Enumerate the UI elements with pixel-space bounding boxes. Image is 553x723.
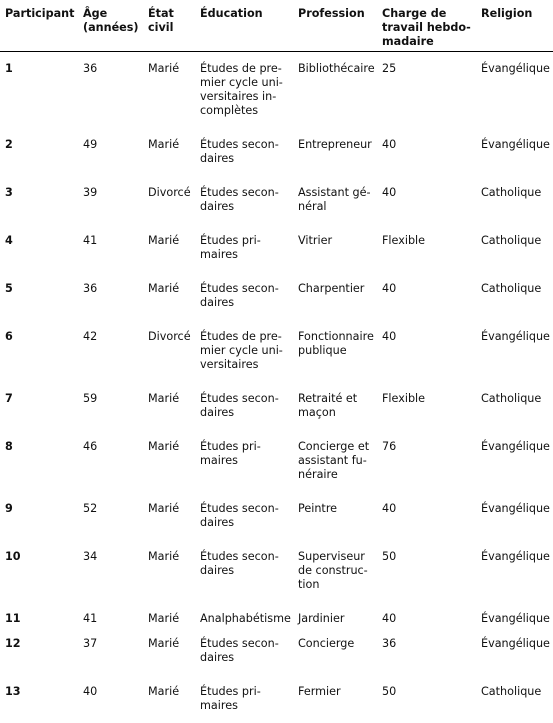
cell-participant: 8 xyxy=(0,430,78,492)
header-age xyxy=(78,0,143,52)
cell-education xyxy=(195,224,293,272)
cell-line: Charpentier xyxy=(298,282,377,296)
cell-profession xyxy=(293,602,377,627)
cell-age: 46 xyxy=(78,430,143,492)
cell-line: Fermier xyxy=(298,685,377,699)
cell-line: Études pri- xyxy=(200,234,293,248)
table-header xyxy=(0,0,553,52)
table-row xyxy=(0,492,553,540)
cell-participant: 11 xyxy=(0,602,78,627)
cell-education xyxy=(195,176,293,224)
cell-education xyxy=(195,540,293,602)
cell-line: Études pri- xyxy=(200,440,293,454)
cell-profession xyxy=(293,540,377,602)
cell-line: assistant fu- xyxy=(298,454,377,468)
cell-line: Superviseur xyxy=(298,550,377,564)
cell-participant: 2 xyxy=(0,128,78,176)
cell-line: Études secon- xyxy=(200,186,293,200)
table-row xyxy=(0,272,553,320)
cell-age: 36 xyxy=(78,52,143,129)
cell-religion: Évangélique xyxy=(476,602,553,627)
cell-line: Études de pre- xyxy=(200,62,293,76)
cell-line: tion xyxy=(298,578,377,592)
cell-charge-travail: 76 xyxy=(377,430,476,492)
cell-religion: Évangélique xyxy=(476,52,553,129)
cell-participant: 5 xyxy=(0,272,78,320)
cell-line: Concierge xyxy=(298,637,377,651)
cell-participant: 1 xyxy=(0,52,78,129)
cell-line: néral xyxy=(298,200,377,214)
cell-religion: Catholique xyxy=(476,272,553,320)
cell-education xyxy=(195,52,293,129)
cell-age: 59 xyxy=(78,382,143,430)
cell-etat-civil: Marié xyxy=(143,52,195,129)
cell-line: daires xyxy=(200,651,293,665)
cell-religion: Évangélique xyxy=(476,540,553,602)
header-participant xyxy=(0,0,78,52)
cell-participant: 6 xyxy=(0,320,78,382)
cell-charge-travail: Flexible xyxy=(377,224,476,272)
cell-religion: Évangélique xyxy=(476,128,553,176)
cell-line: daires xyxy=(200,516,293,530)
cell-education xyxy=(195,492,293,540)
cell-line: daires xyxy=(200,296,293,310)
cell-age: 41 xyxy=(78,224,143,272)
cell-age: 40 xyxy=(78,675,143,723)
cell-line: Études secon- xyxy=(200,138,293,152)
cell-line: Études secon- xyxy=(200,392,293,406)
cell-participant: 3 xyxy=(0,176,78,224)
table-row xyxy=(0,128,553,176)
table-row xyxy=(0,382,553,430)
cell-etat-civil: Marié xyxy=(143,382,195,430)
cell-profession xyxy=(293,492,377,540)
header-line: madaire xyxy=(382,35,476,49)
header-etat-civil xyxy=(143,0,195,52)
table-row xyxy=(0,320,553,382)
cell-line: mier cycle uni- xyxy=(200,76,293,90)
cell-etat-civil: Marié xyxy=(143,627,195,675)
cell-age: 42 xyxy=(78,320,143,382)
cell-religion: Catholique xyxy=(476,675,553,723)
cell-line: daires xyxy=(200,406,293,420)
cell-education xyxy=(195,272,293,320)
cell-charge-travail: 40 xyxy=(377,602,476,627)
table-row xyxy=(0,224,553,272)
cell-line: Analphabétisme xyxy=(200,612,293,626)
cell-line: daires xyxy=(200,200,293,214)
cell-etat-civil: Marié xyxy=(143,224,195,272)
cell-line: Retraité et xyxy=(298,392,377,406)
header-profession xyxy=(293,0,377,52)
cell-charge-travail: 50 xyxy=(377,540,476,602)
cell-age: 49 xyxy=(78,128,143,176)
cell-charge-travail: 36 xyxy=(377,627,476,675)
cell-charge-travail: 40 xyxy=(377,492,476,540)
cell-etat-civil: Marié xyxy=(143,602,195,627)
header-row xyxy=(0,0,553,52)
header-line: Charge de xyxy=(382,7,476,21)
cell-education xyxy=(195,128,293,176)
header-line: Âge xyxy=(83,7,143,21)
table-row xyxy=(0,675,553,723)
cell-line: complètes xyxy=(200,104,293,118)
table-row xyxy=(0,602,553,627)
cell-line: Bibliothécaire xyxy=(298,62,377,76)
cell-etat-civil: Marié xyxy=(143,430,195,492)
cell-age: 41 xyxy=(78,602,143,627)
cell-profession xyxy=(293,430,377,492)
cell-profession xyxy=(293,320,377,382)
cell-profession xyxy=(293,627,377,675)
cell-line: de construc- xyxy=(298,564,377,578)
header-line: Éducation xyxy=(200,7,293,21)
header-line: travail hebdo- xyxy=(382,21,476,35)
cell-age: 52 xyxy=(78,492,143,540)
cell-line: Études secon- xyxy=(200,637,293,651)
cell-line: Études secon- xyxy=(200,282,293,296)
cell-line: néraire xyxy=(298,468,377,482)
cell-religion: Catholique xyxy=(476,382,553,430)
cell-etat-civil: Marié xyxy=(143,675,195,723)
cell-etat-civil: Divorcé xyxy=(143,176,195,224)
header-line: Profession xyxy=(298,7,377,21)
cell-education xyxy=(195,430,293,492)
cell-line: maires xyxy=(200,699,293,713)
cell-profession xyxy=(293,52,377,129)
cell-line: Études de pre- xyxy=(200,330,293,344)
cell-profession xyxy=(293,224,377,272)
cell-line: mier cycle uni- xyxy=(200,344,293,358)
cell-age: 34 xyxy=(78,540,143,602)
cell-line: maçon xyxy=(298,406,377,420)
cell-line: publique xyxy=(298,344,377,358)
table-row xyxy=(0,52,553,129)
cell-line: daires xyxy=(200,152,293,166)
header-line: Participant xyxy=(5,7,78,21)
cell-line: versitaires xyxy=(200,358,293,372)
cell-etat-civil: Marié xyxy=(143,540,195,602)
cell-line: Jardinier xyxy=(298,612,377,626)
cell-line: versitaires in- xyxy=(200,90,293,104)
cell-line: maires xyxy=(200,454,293,468)
cell-etat-civil: Marié xyxy=(143,272,195,320)
cell-charge-travail: Flexible xyxy=(377,382,476,430)
cell-profession xyxy=(293,128,377,176)
cell-etat-civil: Marié xyxy=(143,128,195,176)
cell-participant: 13 xyxy=(0,675,78,723)
header-religion xyxy=(476,0,553,52)
cell-line: maires xyxy=(200,248,293,262)
cell-age: 37 xyxy=(78,627,143,675)
cell-age: 36 xyxy=(78,272,143,320)
cell-religion: Évangélique xyxy=(476,320,553,382)
cell-participant: 10 xyxy=(0,540,78,602)
cell-education xyxy=(195,382,293,430)
cell-line: Études secon- xyxy=(200,502,293,516)
cell-line: Assistant gé- xyxy=(298,186,377,200)
cell-religion: Catholique xyxy=(476,176,553,224)
cell-line: Études pri- xyxy=(200,685,293,699)
cell-education xyxy=(195,602,293,627)
cell-education xyxy=(195,320,293,382)
cell-profession xyxy=(293,675,377,723)
cell-etat-civil: Marié xyxy=(143,492,195,540)
cell-profession xyxy=(293,382,377,430)
header-education xyxy=(195,0,293,52)
cell-age: 39 xyxy=(78,176,143,224)
cell-charge-travail: 40 xyxy=(377,128,476,176)
cell-charge-travail: 40 xyxy=(377,272,476,320)
cell-line: Entrepreneur xyxy=(298,138,377,152)
cell-profession xyxy=(293,272,377,320)
cell-line: Peintre xyxy=(298,502,377,516)
cell-etat-civil: Divorcé xyxy=(143,320,195,382)
cell-charge-travail: 40 xyxy=(377,320,476,382)
header-line: État xyxy=(148,7,195,21)
cell-religion: Évangélique xyxy=(476,627,553,675)
cell-participant: 9 xyxy=(0,492,78,540)
table-body xyxy=(0,52,553,723)
table-row xyxy=(0,430,553,492)
cell-religion: Évangélique xyxy=(476,430,553,492)
cell-charge-travail: 50 xyxy=(377,675,476,723)
cell-profession xyxy=(293,176,377,224)
header-charge-travail xyxy=(377,0,476,52)
table-row xyxy=(0,176,553,224)
cell-charge-travail: 40 xyxy=(377,176,476,224)
cell-education xyxy=(195,627,293,675)
cell-charge-travail: 25 xyxy=(377,52,476,129)
table-row xyxy=(0,627,553,675)
cell-participant: 12 xyxy=(0,627,78,675)
cell-line: daires xyxy=(200,564,293,578)
cell-line: Concierge et xyxy=(298,440,377,454)
header-line: civil xyxy=(148,21,195,35)
cell-religion: Évangélique xyxy=(476,492,553,540)
cell-line: Vitrier xyxy=(298,234,377,248)
cell-participant: 4 xyxy=(0,224,78,272)
cell-education xyxy=(195,675,293,723)
header-line: Religion xyxy=(481,7,553,21)
table-row xyxy=(0,540,553,602)
header-line: (années) xyxy=(83,21,143,35)
cell-line: Études secon- xyxy=(200,550,293,564)
cell-religion: Catholique xyxy=(476,224,553,272)
cell-line: Fonctionnaire xyxy=(298,330,377,344)
cell-participant: 7 xyxy=(0,382,78,430)
